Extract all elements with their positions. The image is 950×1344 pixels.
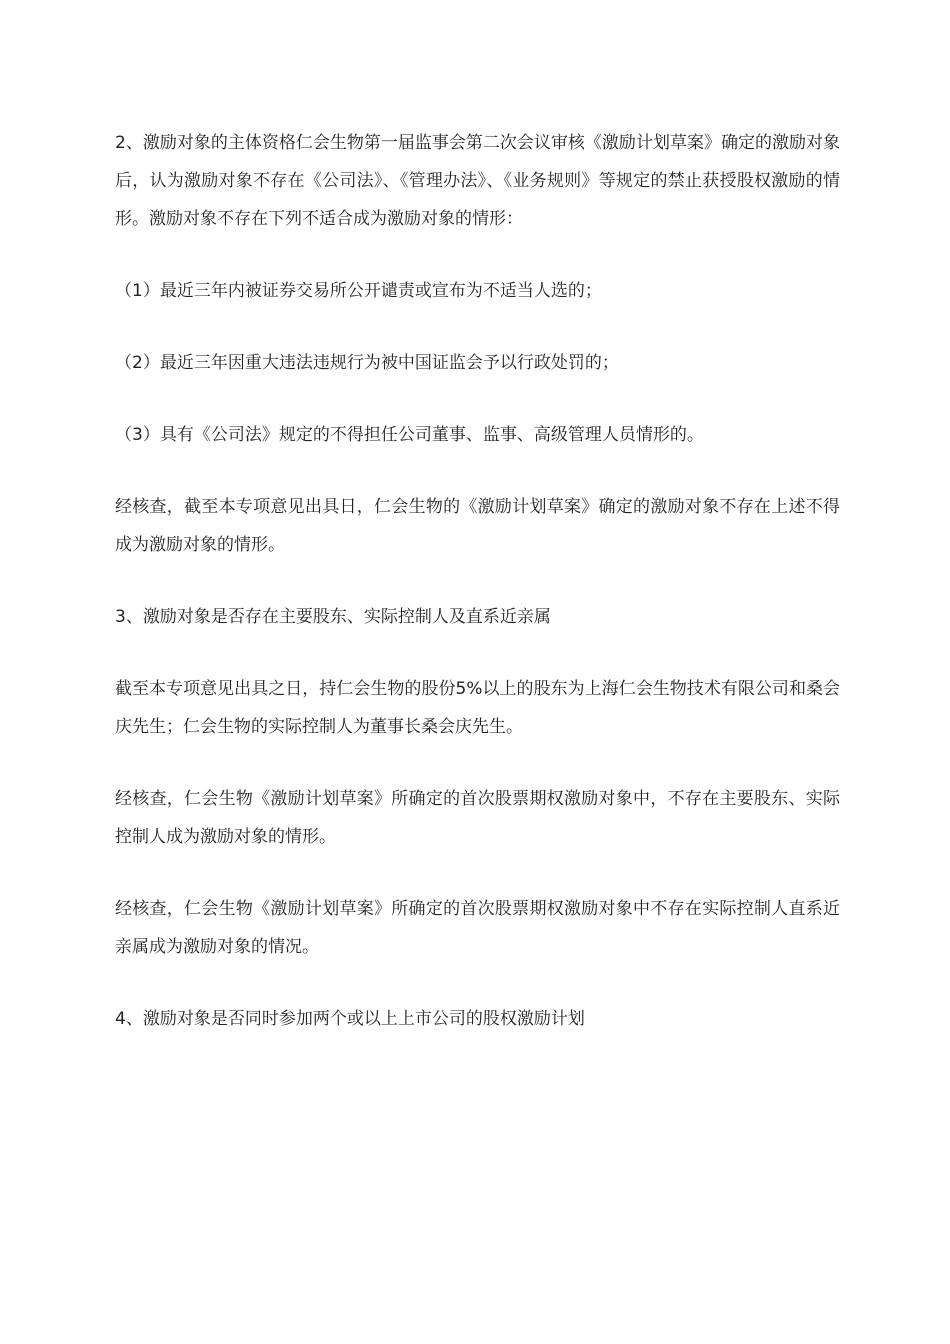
paragraph-shareholders: 截至本专项意见出具之日，持仁会生物的股份5%以上的股东为上海仁会生物技术有限公司和桑会庆先生；仁会生物的实际控制人为董事长桑会庆先生。	[115, 679, 840, 737]
paragraph-verification-1: 经核查，截至本专项意见出具日，仁会生物的《激励计划草案》确定的激励对象不存在上述不得成为激励对象的情形。	[115, 497, 840, 555]
paragraph-condition-2: （2）最近三年因重大违法违规行为被中国证监会予以行政处罚的；	[115, 353, 619, 373]
paragraph-eligibility-heading: 2、激励对象的主体资格仁会生物第一届监事会第二次会议审核《激励计划草案》确定的激励对象后，认为激励对象不存在《公司法》、《管理办法》、《业务规则》等规定的禁止获授股权激励的情形。激励对象不存在下列不适合成为激励对象的情形：	[115, 133, 840, 229]
document-body	[115, 124, 840, 1038]
paragraph-section-3-heading: 3、激励对象是否存在主要股东、实际控制人及直系近亲属	[115, 607, 551, 627]
paragraph-verification-2: 经核查，仁会生物《激励计划草案》所确定的首次股票期权激励对象中，不存在主要股东、实际控制人成为激励对象的情形。	[115, 789, 840, 847]
paragraph-section-4-heading: 4、激励对象是否同时参加两个或以上上市公司的股权激励计划	[115, 1009, 585, 1029]
paragraph-condition-1: （1）最近三年内被证券交易所公开谴责或宣布为不适当人选的；	[115, 281, 602, 301]
paragraph-condition-3: （3）具有《公司法》规定的不得担任公司董事、监事、高级管理人员情形的。	[115, 425, 704, 445]
paragraph-verification-3: 经核查，仁会生物《激励计划草案》所确定的首次股票期权激励对象中不存在实际控制人直系近亲属成为激励对象的情况。	[115, 899, 840, 957]
